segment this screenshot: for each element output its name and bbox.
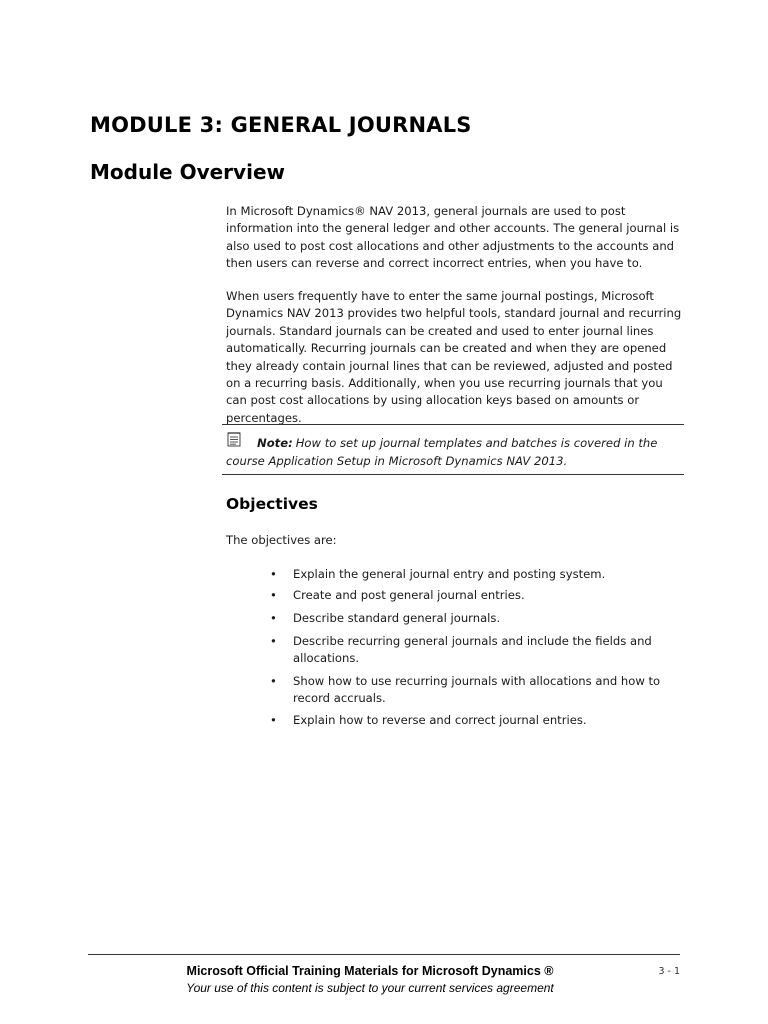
note-body: How to set up journal templates and batches is covered in the course Application Setup in Microsoft Dynamics NAV 2013. xyxy=(226,436,658,468)
footer-notice: Your use of this content is subject to your current services agreement xyxy=(186,981,554,995)
bullet-icon: • xyxy=(270,674,277,688)
objective-text: Describe standard general journals. xyxy=(293,611,501,625)
note-label: Note: xyxy=(257,436,293,450)
section-title: Module Overview xyxy=(90,160,285,184)
bullet-icon: • xyxy=(270,588,277,602)
objectives-heading: Objectives xyxy=(226,495,318,513)
bullet-icon: • xyxy=(270,567,277,581)
objective-text: Show how to use recurring journals with allocations and how to record accruals. xyxy=(293,674,661,706)
page-number: 3 - 1 xyxy=(658,966,680,977)
objectives-intro: The objectives are: xyxy=(226,533,337,547)
bullet-icon: • xyxy=(270,713,277,727)
footer-title: Microsoft Official Training Materials for Microsoft Dynamics ® xyxy=(186,964,554,978)
objective-text: Describe recurring general journals and include the fields and allocations. xyxy=(293,634,652,666)
bullet-icon: • xyxy=(270,611,277,625)
overview-paragraph-1: In Microsoft Dynamics® NAV 2013, general journals are used to post information into the general ledger and other accounts. The general journal is also used to post cost allocations and other adjustments to the accounts and then users can reverse and correct incorrect entries, when you have to. xyxy=(226,204,680,271)
note-box xyxy=(222,424,684,475)
note-text xyxy=(226,435,676,470)
module-title: MODULE 3: GENERAL JOURNALS xyxy=(90,113,472,137)
overview-paragraph-2: When users frequently have to enter the same journal postings, Microsoft Dynamics NAV 2013 provides two helpful tools, standard journal and recurring journals. Standard journals can be created and used to enter journal lines automatically. Recurring journals can be created and when they are opened they already contain journal lines that can be reviewed, adjusted and posted on a recurring basis. Additionally, when you use recurring journals that you can post cost allocations by using allocation keys based on amounts or percentages. xyxy=(226,289,682,425)
objective-text: Create and post general journal entries. xyxy=(293,588,525,602)
footer-divider xyxy=(88,954,680,955)
bullet-icon: • xyxy=(270,634,277,648)
objective-text: Explain the general journal entry and posting system. xyxy=(293,567,606,581)
objective-text: Explain how to reverse and correct journal entries. xyxy=(293,713,587,727)
